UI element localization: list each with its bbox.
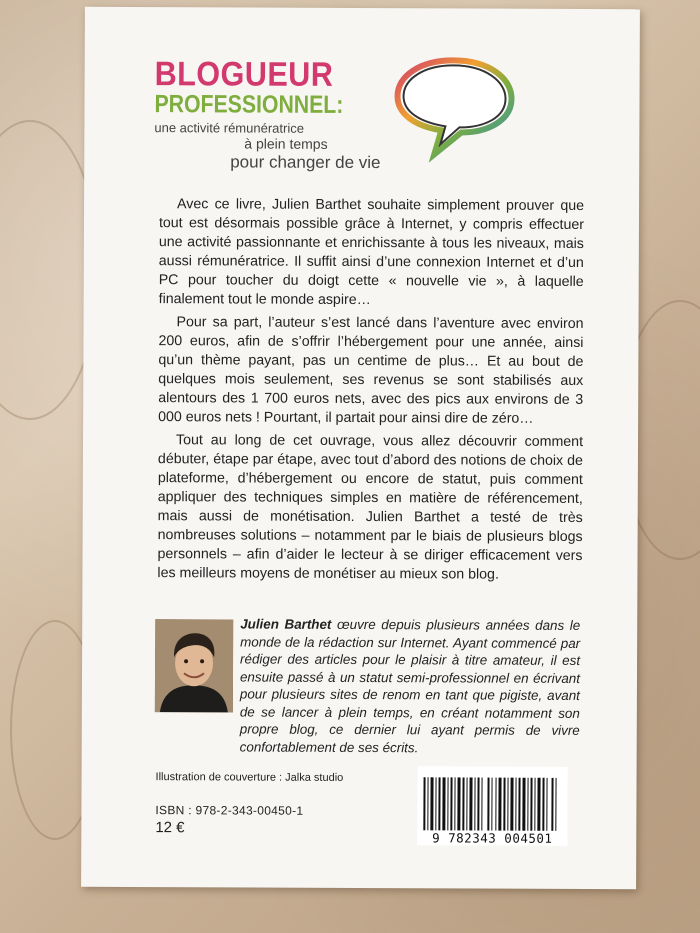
- subtitle-line-3: pour changer de vie: [230, 151, 381, 172]
- speech-bubble-icon: [389, 50, 520, 166]
- author-name: Julien Barthet: [240, 616, 332, 632]
- subtitle-line-1: une activité rémunératrice: [154, 119, 305, 136]
- price: 12 €: [155, 819, 185, 837]
- subtitle-line-2: à plein temps: [244, 135, 328, 153]
- barcode-digits: 9 782343 004501: [417, 830, 567, 846]
- title-block: [154, 57, 381, 172]
- isbn: ISBN : 978-2-343-00450-1: [155, 803, 304, 818]
- title-line-2: PROFESSIONNEL:: [154, 90, 344, 119]
- back-cover-text: [157, 195, 584, 589]
- author-bio-text: [150, 615, 581, 757]
- paragraph: Tout au long de cet ouvrage, vous allez découvrir comment débuter, étape par étape, avec tout d’abord des notions de choix de plateforme, d’hébergement ou encore de statut, puis comment appliquer des techniques simples en matière de référencement, mais aussi de monétisation. Julien Barthet a testé de très nombreuses solutions – notamment par le biais de plusieurs blogs personnels – afin d’aider le lecteur à se diriger efficacement vers les meilleurs moyens de monétiser au mieux son blog.: [157, 432, 584, 583]
- paragraph: Pour sa part, l’auteur s’est lancé dans l’aventure avec environ 200 euros, afin de s’offrir l’hébergement pour une année, ainsi qu’un thème payant, pas un centime de plus… Et au bout de quelques mois seulement, ses revenus se sont stabilisés aux alentours des 1 700 euros nets, avec des pics aux environs de 3 000 euros nets ! Pourtant, il partait pour ainsi dire de zéro…: [158, 314, 584, 427]
- paragraph: Avec ce livre, Julien Barthet souhaite simplement prouver que tout est désormais possible grâce à Internet, y compris effectuer une activité passionnante et enrichissante à tous les niveaux, mais aussi rémunératrice. Il suffit ainsi d’une connexion Internet et d’un PC pour toucher du doigt cette « nouvelle vie », à laquelle finalement tout le monde aspire…: [158, 196, 585, 309]
- author-bio-body: œuvre depuis plusieurs années dans le monde de la rédaction sur Internet. Ayant commencé par rédiger des articles pour le plaisir à titre amateur, il est ensuite passé à un statut semi-professionnel en écrivant pour plusieurs sites de renom en tant que pigiste, avant de se lancer à plein temps, en créant notamment son propre blog, ce dernier lui ayant permis de vivre confortablement de ses écrits.: [239, 616, 581, 755]
- subtitle: [154, 121, 380, 173]
- illustration-credit: Illustration de couverture : Jalka studio: [155, 771, 344, 784]
- author-bio: [150, 615, 581, 757]
- title-line-1: BLOGUEUR: [154, 55, 334, 94]
- book-back-cover: [81, 7, 640, 889]
